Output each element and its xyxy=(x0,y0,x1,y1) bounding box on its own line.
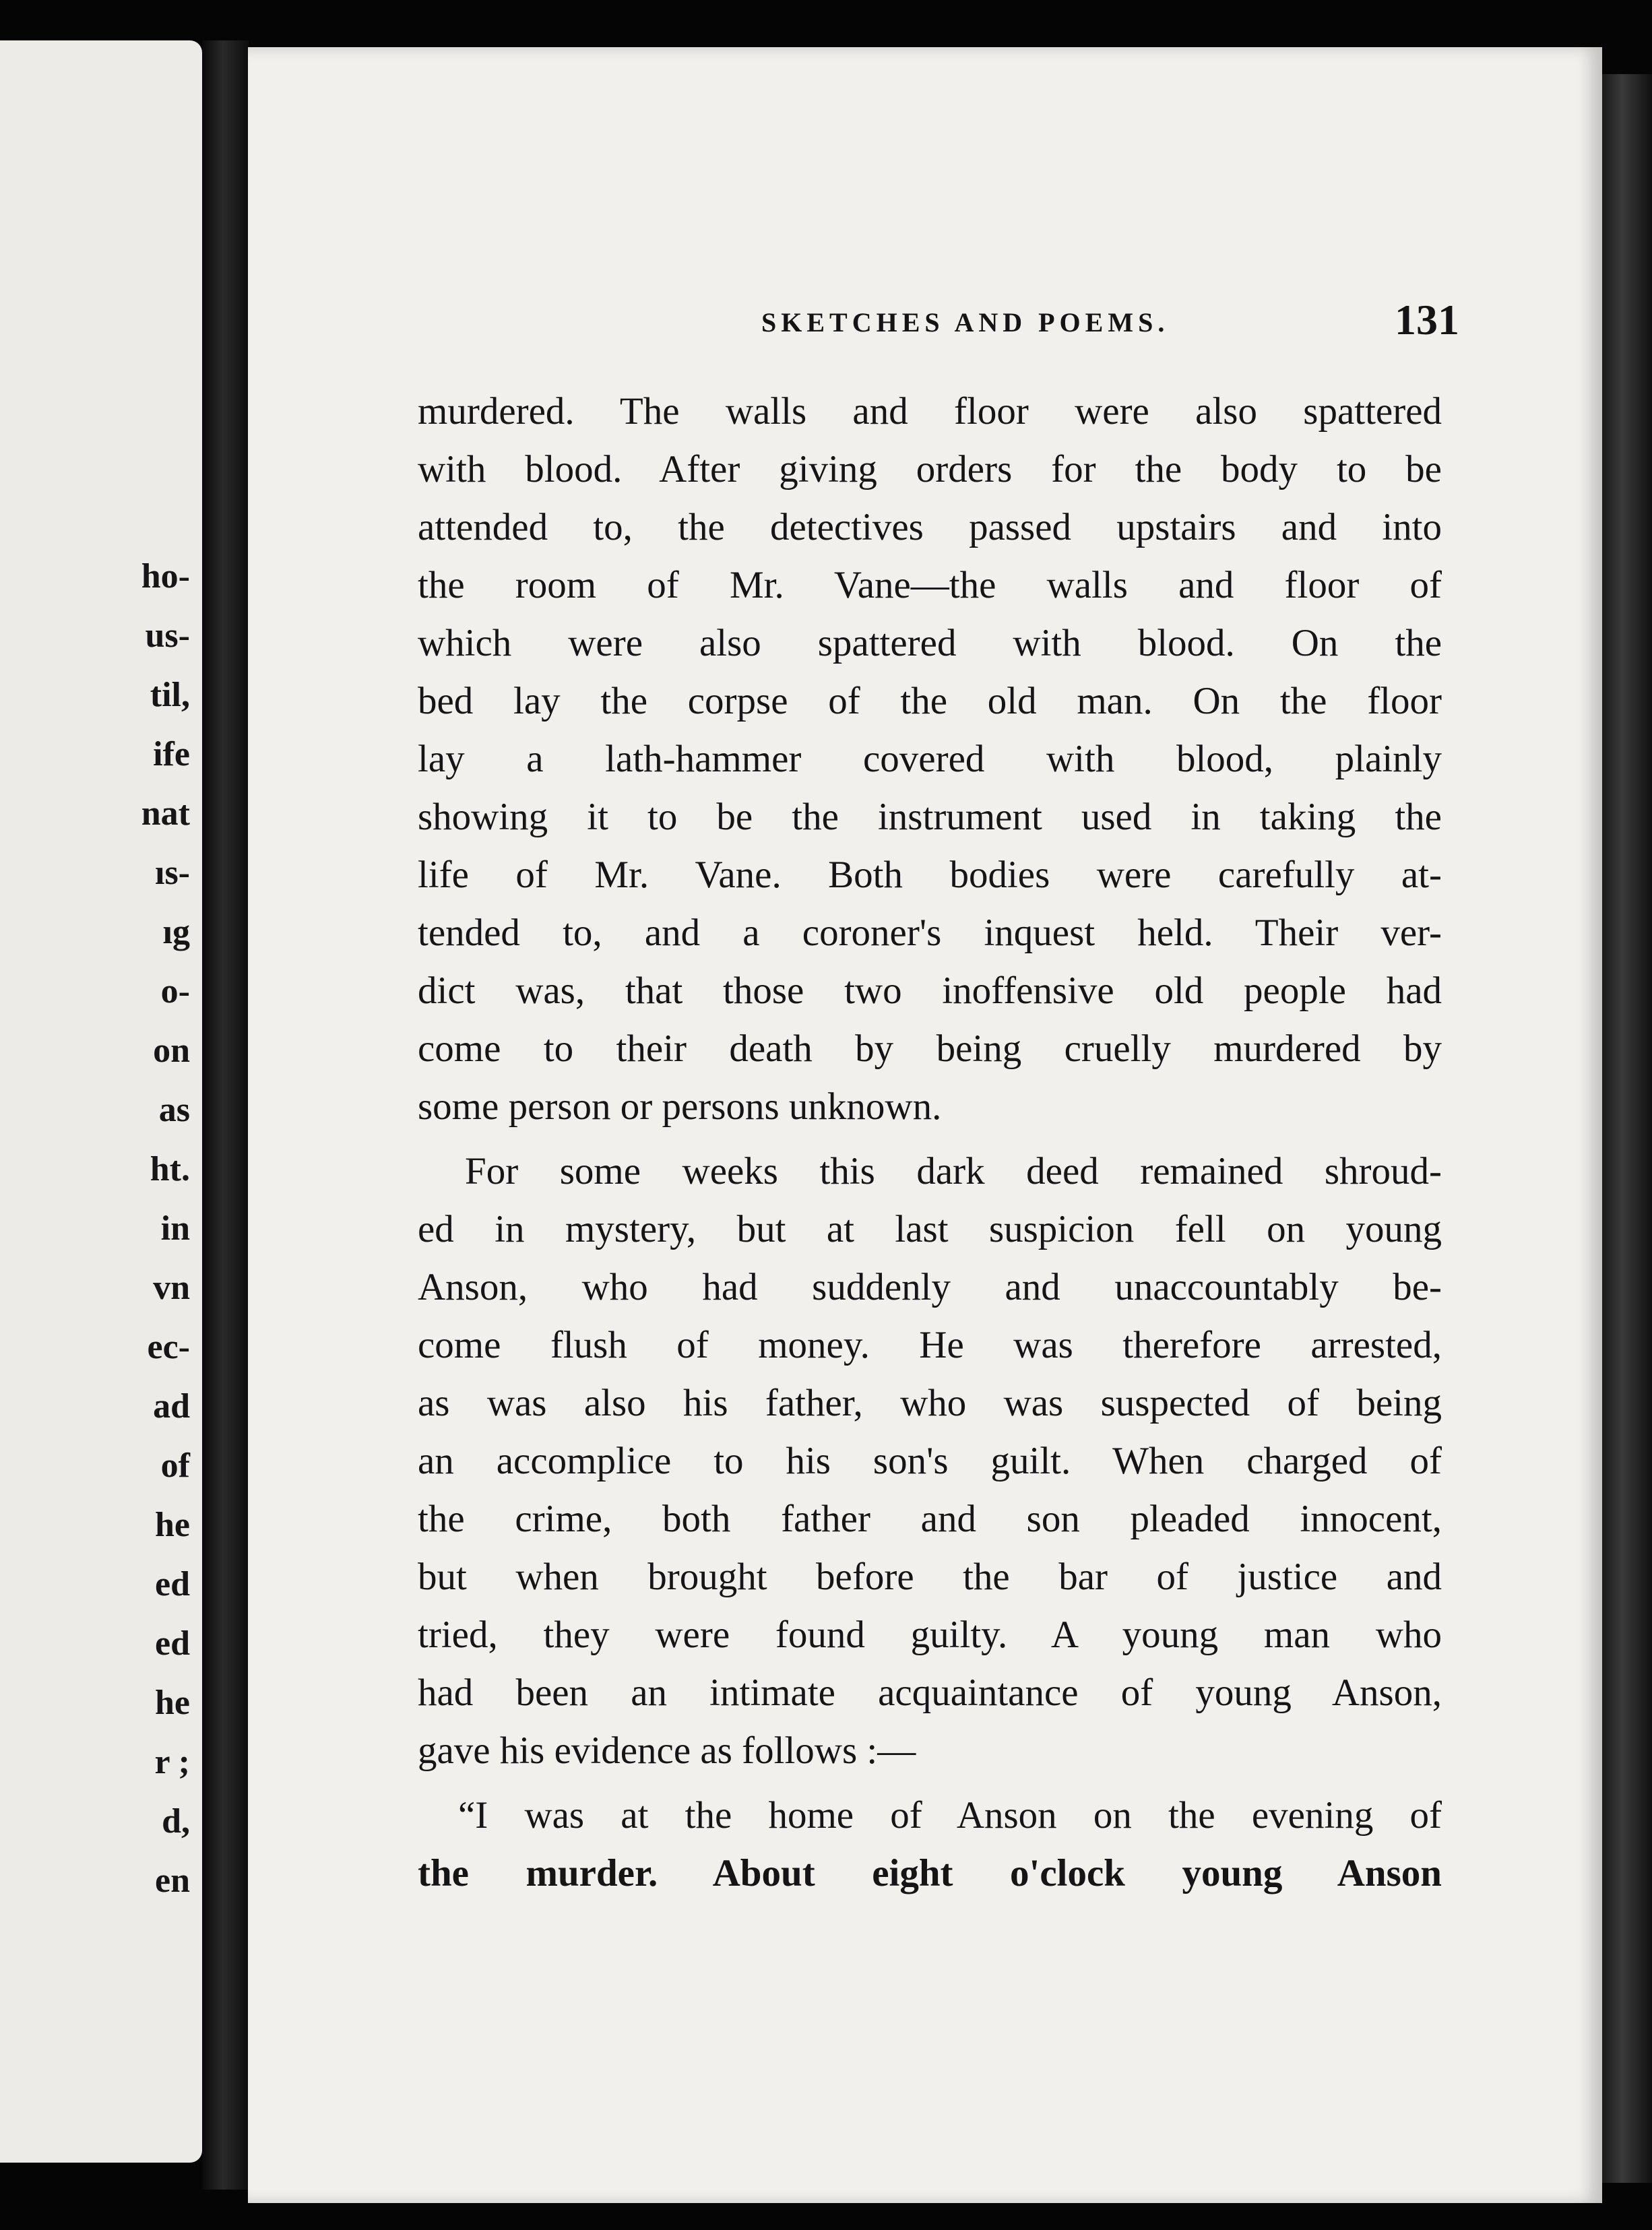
text-line: which were also spattered with blood. On the xyxy=(418,622,1442,664)
text-line: tried, they were found guilty. A young man who xyxy=(418,1614,1442,1656)
text-line: life of Mr. Vane. Both bodies were carefully at- xyxy=(418,854,1442,896)
text-line: an accomplice to his son's guilt. When charged of xyxy=(418,1440,1442,1482)
previous-page-strip xyxy=(0,40,202,2163)
previous-page-fragment: as xyxy=(158,1091,190,1129)
previous-page-fragment: ife xyxy=(153,735,190,773)
text-line: ed in mystery, but at last suspicion fell on young xyxy=(418,1208,1442,1250)
body-text xyxy=(418,383,1442,1903)
text-line: bed lay the corpse of the old man. On the floor xyxy=(418,680,1442,722)
previous-page-fragment: til, xyxy=(150,676,190,714)
running-head: SKETCHES AND POEMS. xyxy=(761,307,1170,338)
text-line: but when brought before the bar of justice and xyxy=(418,1556,1442,1598)
previous-page-fragment: ad xyxy=(153,1387,190,1426)
previous-page-fragment: nat xyxy=(141,794,190,833)
previous-page-fragment: of xyxy=(160,1446,190,1485)
previous-page-fragment: ht. xyxy=(150,1150,190,1188)
text-line: as was also his father, who was suspected of being xyxy=(418,1382,1442,1424)
text-line: gave his evidence as follows :— xyxy=(418,1729,916,1772)
text-line: tended to, and a coroner's inquest held. Their ver- xyxy=(418,912,1442,954)
page-number: 131 xyxy=(1395,296,1459,344)
previous-page-fragment: on xyxy=(153,1031,190,1070)
text-line: the crime, both father and son pleaded innocent, xyxy=(418,1498,1442,1540)
previous-page-fragment: ed xyxy=(155,1565,190,1603)
text-line: the murder. About eight o'clock young Anson xyxy=(418,1852,1442,1894)
previous-page-fragment: us- xyxy=(145,616,190,655)
previous-page-fragment: ed xyxy=(155,1624,190,1663)
previous-page-fragment: ıs- xyxy=(155,854,190,892)
paragraph-gap xyxy=(418,1780,1442,1787)
text-line: the room of Mr. Vane—the walls and floor of xyxy=(418,564,1442,606)
previous-page-fragment: ec- xyxy=(147,1328,190,1366)
previous-page-fragment: ıg xyxy=(162,913,190,951)
text-line: “I was at the home of Anson on the evening of xyxy=(458,1794,1442,1837)
text-line: dict was, that those two inoffensive old people had xyxy=(418,969,1442,1012)
text-line: some person or persons unknown. xyxy=(418,1085,942,1128)
page-edge-shadow xyxy=(1602,74,1652,2183)
text-line: come flush of money. He was therefore arrested, xyxy=(418,1324,1442,1366)
previous-page-fragment: o- xyxy=(160,972,190,1011)
previous-page-fragment: he xyxy=(155,1506,190,1544)
text-line: lay a lath-hammer covered with blood, plainly xyxy=(418,738,1442,780)
previous-page-fragment: vn xyxy=(153,1269,190,1307)
text-line: come to their death by being cruelly murdered by xyxy=(418,1027,1442,1070)
previous-page-fragment: en xyxy=(155,1861,190,1900)
book-gutter xyxy=(202,40,249,2190)
previous-page-fragment: d, xyxy=(162,1802,190,1841)
previous-page-fragment: r ; xyxy=(154,1743,190,1781)
text-line: For some weeks this dark deed remained shroud- xyxy=(465,1150,1442,1192)
text-line: had been an intimate acquaintance of young Anson, xyxy=(418,1671,1442,1714)
text-line: attended to, the detectives passed upstairs and into xyxy=(418,506,1442,548)
previous-page-fragment: ho- xyxy=(141,557,190,596)
text-line: murdered. The walls and floor were also spattered xyxy=(418,390,1442,433)
text-line: with blood. After giving orders for the body to be xyxy=(418,448,1442,490)
paragraph-gap xyxy=(418,1136,1442,1143)
previous-page-fragment: he xyxy=(155,1684,190,1722)
text-line: showing it to be the instrument used in taking the xyxy=(418,796,1442,838)
previous-page-fragment: in xyxy=(160,1209,190,1248)
text-line: Anson, who had suddenly and unaccountably be- xyxy=(418,1266,1442,1308)
